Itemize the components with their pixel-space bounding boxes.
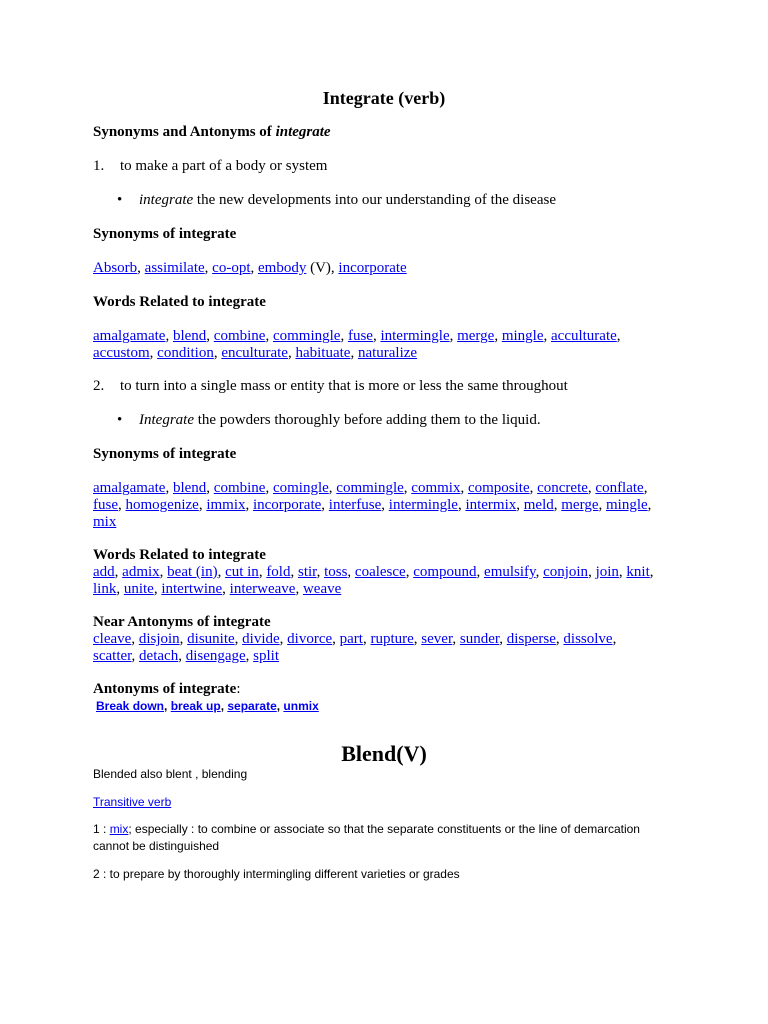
word-link[interactable]: intermix (465, 497, 517, 513)
word-link[interactable]: immix (206, 497, 246, 513)
word-link[interactable]: commingle (272, 328, 341, 344)
word-link[interactable]: emulsify (484, 564, 536, 580)
word-link[interactable]: naturalize (357, 345, 418, 361)
word-link[interactable]: intermingle (380, 328, 450, 344)
word-link[interactable]: split (253, 648, 280, 664)
sense2-synonyms: amalgamate, blend, combine, comingle, commingle, commix, composite, concrete, conflate, fuse, homogenize, immix, incorporate, interfuse, intermingle, intermix, meld, merge, mingle, mix (93, 480, 652, 530)
sense2-definition (93, 378, 678, 395)
word-link[interactable]: blend (172, 328, 207, 344)
word-link[interactable]: assimilate (144, 260, 205, 276)
word-link[interactable]: sever (421, 631, 453, 647)
blend-def-1 (93, 821, 678, 855)
word-link[interactable]: rupture (370, 631, 414, 647)
word-link[interactable]: fold (266, 564, 291, 580)
antonyms-heading (93, 681, 678, 698)
word-link[interactable]: knit (626, 564, 650, 580)
word-link[interactable]: disengage (185, 648, 246, 664)
word-link[interactable]: mix (93, 514, 117, 530)
embody-tag: (V) (310, 260, 331, 276)
word-link[interactable]: fuse (93, 497, 118, 513)
blend-def-1-text: ; especially : to combine or associate so that the separate constituents or the line of demarcation cannot be distinguished (93, 822, 640, 853)
word-link[interactable]: comingle (272, 480, 329, 496)
word-link[interactable]: cleave (93, 631, 132, 647)
word-link[interactable]: sunder (459, 631, 500, 647)
word-link[interactable]: mingle (501, 328, 544, 344)
word-link[interactable]: disjoin (138, 631, 180, 647)
word-link[interactable]: accustom (93, 345, 150, 361)
word-link[interactable]: interfuse (328, 497, 382, 513)
syn-ant-heading (93, 124, 678, 141)
sense2-example (139, 412, 541, 429)
word-link[interactable]: fuse (347, 328, 373, 344)
word-link[interactable]: mingle (605, 497, 648, 513)
blend-title: Blend(V) (341, 741, 427, 766)
word-link[interactable]: interweave (229, 581, 296, 597)
word-link[interactable]: cut in (225, 564, 259, 580)
word-link[interactable]: concrete (537, 480, 588, 496)
word-link[interactable]: weave (302, 581, 342, 597)
antonyms-heading-text: Antonyms of integrate (93, 681, 237, 697)
sense1-example-rest: the new developments into our understanding of the disease (193, 192, 556, 208)
sense1-definition (93, 158, 678, 175)
page-title: Integrate (verb) (322, 88, 446, 108)
word-link[interactable]: amalgamate (93, 480, 166, 496)
word-link[interactable]: blend (172, 480, 207, 496)
word-link[interactable]: compound (413, 564, 477, 580)
word-link[interactable]: scatter (93, 648, 132, 664)
word-link[interactable]: link (93, 581, 117, 597)
word-link[interactable]: unite (123, 581, 154, 597)
word-link[interactable]: Absorb (93, 260, 138, 276)
word-link[interactable]: admix (122, 564, 160, 580)
word-link[interactable]: co-opt (212, 260, 251, 276)
syn-ant-heading-word: integrate (275, 124, 331, 140)
near-antonyms: cleave, disjoin, disunite, divide, divorce, part, rupture, sever, sunder, disperse, dissolve, scatter, detach, disengage, split (93, 631, 617, 664)
blend-def-2: 2 : to prepare by thoroughly intermingling different varieties or grades (93, 867, 460, 881)
sense1-example (139, 192, 556, 209)
sense2-synonyms-heading: Synonyms of integrate (93, 446, 237, 462)
sense1-related-heading: Words Related to integrate (93, 294, 266, 310)
word-link[interactable]: dissolve (563, 631, 613, 647)
word-link[interactable]: merge (457, 328, 495, 344)
word-link[interactable]: merge (561, 497, 599, 513)
word-link[interactable]: embody (258, 260, 307, 276)
word-link[interactable]: combine (213, 328, 266, 344)
word-link[interactable]: intertwine (161, 581, 223, 597)
blend-def-1-number: 1 : (93, 822, 110, 836)
word-link[interactable]: conjoin (543, 564, 589, 580)
sense1-number: 1. (93, 158, 105, 174)
word-link[interactable]: separate (227, 699, 277, 713)
word-link[interactable]: commingle (336, 480, 404, 496)
word-link[interactable]: habituate (295, 345, 351, 361)
word-link[interactable]: part (339, 631, 363, 647)
word-link[interactable]: detach (139, 648, 179, 664)
blend-transitive (93, 794, 678, 811)
transitive-verb-link[interactable]: Transitive verb (93, 795, 172, 809)
word-link[interactable]: beat (in) (167, 564, 218, 580)
sense2-example-rest: the powders thoroughly before adding them to the liquid. (193, 412, 541, 428)
sense2-related-heading: Words Related to integrate (93, 547, 266, 563)
word-link[interactable]: commix (411, 480, 461, 496)
sense2-related: add, admix, beat (in), cut in, fold, stir, toss, coalesce, compound, emulsify, conjoin, join, knit, link, unite, intertwine, interweave, weave (93, 564, 654, 597)
word-link[interactable]: coalesce (354, 564, 406, 580)
word-link[interactable]: homogenize (125, 497, 199, 513)
word-link[interactable]: meld (523, 497, 554, 513)
word-link[interactable]: intermingle (388, 497, 458, 513)
blend-also: Blended also blent , blending (93, 767, 248, 781)
word-link[interactable]: amalgamate (93, 328, 166, 344)
word-link[interactable]: disperse (506, 631, 556, 647)
sense1-bullet: • (117, 192, 123, 208)
mix-link[interactable]: mix (109, 822, 129, 836)
sense2-definition-text: to turn into a single mass or entity that is more or less the same throughout (120, 378, 568, 394)
word-link[interactable]: stir (297, 564, 317, 580)
word-link[interactable]: divide (242, 631, 280, 647)
sense1-related: amalgamate, blend, combine, commingle, fuse, intermingle, merge, mingle, acculturate, accustom, condition, enculturate, habituate, naturalize (93, 328, 621, 361)
word-link[interactable]: unmix (283, 699, 319, 713)
sense1-example-em: integrate (139, 192, 194, 208)
sense2-number: 2. (93, 378, 105, 394)
word-link[interactable]: break up (170, 699, 221, 713)
word-link[interactable]: incorporate (338, 260, 407, 276)
word-link[interactable]: disunite (187, 631, 235, 647)
word-link[interactable]: condition (157, 345, 214, 361)
word-link[interactable]: Break down (96, 699, 165, 713)
word-link[interactable]: acculturate (551, 328, 617, 344)
syn-ant-heading-prefix: Synonyms and Antonyms of (93, 124, 276, 140)
sense1-synonyms: Absorb, assimilate, co-opt, embody (V), incorporate (93, 260, 407, 276)
word-link[interactable]: incorporate (252, 497, 322, 513)
word-link[interactable]: divorce (287, 631, 333, 647)
antonyms: Break down, break up, separate, unmix (96, 699, 319, 713)
sense2-bullet: • (117, 412, 123, 428)
word-link[interactable]: composite (467, 480, 530, 496)
sense1-synonyms-heading: Synonyms of integrate (93, 226, 237, 242)
word-link[interactable]: toss (324, 564, 348, 580)
sense1-definition-text: to make a part of a body or system (120, 158, 328, 174)
word-link[interactable]: join (595, 564, 619, 580)
sense2-example-em: Integrate (139, 412, 194, 428)
antonyms-heading-colon: : (236, 681, 241, 697)
word-link[interactable]: conflate (595, 480, 644, 496)
word-link[interactable]: combine (213, 480, 266, 496)
near-antonyms-heading: Near Antonyms of integrate (93, 614, 271, 630)
word-link[interactable]: enculturate (221, 345, 288, 361)
word-link[interactable]: add (93, 564, 115, 580)
